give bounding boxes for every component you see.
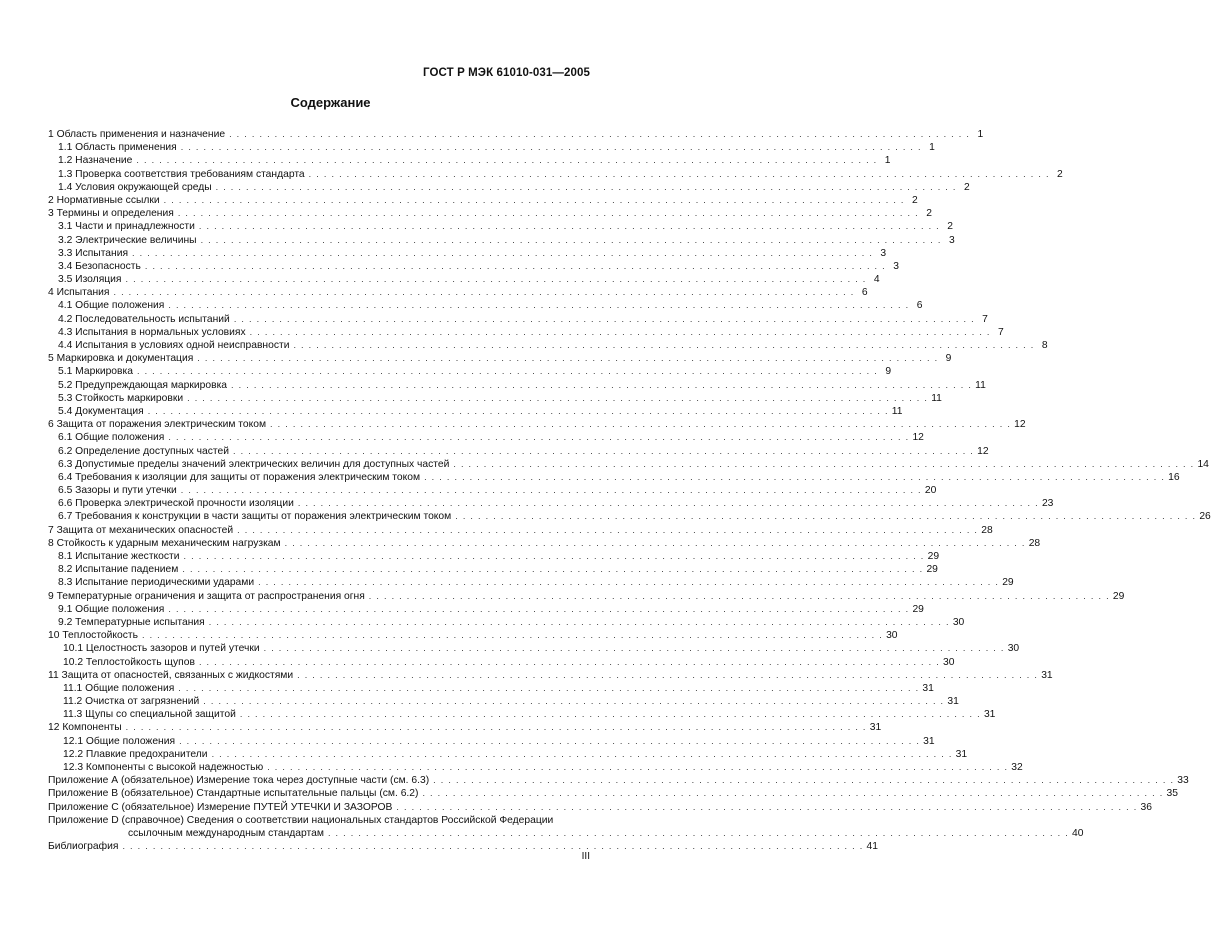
toc-entry-title: Библиография (48, 841, 119, 853)
toc-entry-page: 30 (1007, 643, 1020, 655)
toc-leader-dots (233, 524, 981, 537)
toc-leader-dots (293, 669, 1041, 682)
toc-leader-dots (449, 458, 1197, 471)
toc-entry-title: 11 Защита от опасностей, связанных с жидкостями (48, 669, 294, 681)
toc-entry-page: 20 (924, 485, 937, 497)
toc-entry[interactable] (48, 682, 934, 695)
toc-entry[interactable] (48, 326, 1004, 339)
toc-leader-dots (263, 761, 1011, 774)
toc-entry[interactable] (48, 445, 989, 458)
toc-leader-dots (195, 656, 943, 669)
toc-leader-dots (164, 299, 912, 312)
toc-entry[interactable] (48, 642, 1020, 655)
toc-leader-dots (175, 735, 923, 748)
toc-entry-title: 12.2 Плавкие предохранители (63, 748, 208, 760)
toc-entry-page: 1 (929, 142, 935, 154)
toc-entry-title: 4.4 Испытания в условиях одной неисправности (58, 340, 290, 351)
toc-leader-dots (174, 682, 922, 695)
toc-entry-title: 3.1 Части и принадлежности (58, 221, 195, 233)
toc-entry-title: 4.1 Общие положения (58, 300, 165, 312)
toc-entry-page: 3 (880, 247, 887, 259)
toc-entry-title: 3.3 Испытания (58, 247, 129, 259)
toc-entry-title: 1.3 Проверка соответствия требованиям стандарта (58, 168, 305, 180)
toc-entry[interactable] (48, 234, 955, 247)
toc-leader-dots (289, 339, 1037, 352)
toc-entry[interactable] (48, 339, 1048, 352)
toc-entry-page: 3 (948, 234, 955, 246)
toc-leader-dots (429, 774, 1177, 787)
toc-leader-dots (160, 194, 908, 207)
toc-entry-page: 8 (1041, 340, 1048, 351)
toc-entry-title: 3.4 Безопасность (58, 260, 141, 272)
toc-entry[interactable] (48, 273, 880, 286)
toc-leader-dots (208, 748, 956, 761)
toc-leader-dots (199, 695, 947, 708)
toc-entry[interactable] (48, 207, 932, 220)
toc-entry[interactable] (48, 379, 986, 392)
toc-entry-page: 28 (981, 524, 993, 536)
toc-entry[interactable] (48, 365, 892, 378)
toc-entry[interactable] (48, 695, 959, 708)
toc-entry-title: 1.1 Область применения (58, 142, 177, 154)
toc-entry-title: Приложение В (обязательное) Стандартные испытательные пальцы (см. 6.2) (48, 788, 419, 800)
toc-leader-dots (195, 220, 943, 233)
toc-entry-page: 7 (998, 326, 1004, 338)
toc-entry[interactable] (48, 787, 1178, 800)
toc-entry-title: 6.2 Определение доступных частей (58, 445, 229, 457)
toc-leader-dots (254, 576, 1002, 589)
toc-entry-page: 30 (943, 656, 955, 668)
toc-entry[interactable] (48, 299, 923, 312)
standard-code: ГОСТ Р МЭК 61010-031—2005 (423, 67, 590, 79)
toc-entry-page: 3 (893, 260, 899, 272)
toc-entry-page: 23 (1041, 498, 1054, 510)
table-of-contents (48, 128, 1211, 853)
toc-entry-page: 31 (955, 748, 968, 760)
toc-entry-title: 12.3 Компоненты с высокой надежностью (63, 762, 264, 773)
toc-entry-title: 6.7 Требования к конструкции в части защиты от поражения электрическим током (58, 511, 452, 523)
toc-leader-dots (122, 721, 870, 734)
toc-entry[interactable] (48, 286, 868, 299)
toc-entry-page: 9 (885, 366, 892, 378)
toc-entry[interactable] (48, 774, 1189, 787)
toc-entry-title: 5.3 Стойкость маркировки (58, 392, 184, 404)
toc-entry-title: 10 Теплостойкость (48, 630, 138, 642)
toc-leader-dots (178, 563, 926, 576)
toc-entry-title: 8.2 Испытание падением (58, 564, 179, 576)
toc-leader-dots (392, 801, 1140, 814)
toc-entry[interactable] (48, 484, 937, 497)
toc-leader-dots (144, 405, 892, 418)
toc-entry-title: 10.2 Теплостойкость щупов (63, 656, 195, 668)
toc-entry[interactable] (48, 827, 1084, 840)
toc-entry-title: 6.5 Зазоры и пути утечки (58, 485, 177, 497)
toc-entry[interactable] (48, 247, 887, 260)
toc-entry-title: 5 Маркировка и документация (48, 353, 194, 365)
toc-entry-page: 30 (952, 616, 965, 628)
toc-entry[interactable] (48, 168, 1063, 181)
toc-leader-dots (260, 642, 1008, 655)
toc-leader-dots (236, 708, 984, 721)
toc-entry-page: 4 (873, 274, 880, 286)
toc-entry-title: 11.2 Очистка от загрязнений (63, 696, 200, 708)
toc-entry[interactable] (48, 629, 898, 642)
toc-leader-dots (183, 392, 931, 405)
toc-entry-page: 9 (945, 353, 952, 365)
toc-entry-title: 12.1 Общие положения (63, 735, 176, 747)
toc-entry-page: 29 (926, 564, 938, 576)
toc-entry-page: 2 (947, 221, 953, 233)
toc-entry-title: 1.4 Условия окружающей среды (58, 181, 212, 193)
toc-entry-title: 9 Температурные ограничения и защита от распространения огня (48, 590, 365, 602)
toc-leader-dots (177, 484, 925, 497)
toc-entry[interactable] (48, 748, 968, 761)
toc-entry[interactable] (48, 141, 935, 154)
toc-leader-dots (118, 840, 866, 853)
toc-entry[interactable] (48, 497, 1054, 510)
toc-entry[interactable] (48, 194, 918, 207)
toc-leader-dots (418, 787, 1166, 800)
toc-entry-page: 11 (891, 405, 903, 417)
toc-entry-title: 4.2 Последовательность испытаний (58, 313, 230, 325)
toc-leader-dots (225, 128, 973, 141)
toc-leader-dots (164, 603, 912, 616)
toc-entry[interactable] (48, 721, 882, 734)
toc-leader-dots (420, 471, 1168, 484)
toc-entry-page: 31 (923, 735, 935, 747)
page-title: Содержание (290, 95, 371, 110)
toc-entry[interactable] (48, 510, 1211, 523)
toc-leader-dots (305, 168, 1053, 181)
toc-entry[interactable] (48, 735, 935, 748)
toc-leader-dots (229, 445, 977, 458)
toc-entry-page: 29 (1112, 590, 1125, 602)
toc-entry[interactable] (48, 181, 970, 194)
toc-entry[interactable] (48, 669, 1053, 682)
toc-leader-dots (294, 497, 1042, 510)
toc-leader-dots (109, 286, 857, 299)
page-number: III (581, 851, 590, 862)
toc-entry[interactable] (48, 392, 942, 405)
toc-entry-title: 6.3 Допустимые пределы значений электрических величин для доступных частей (58, 458, 450, 470)
toc-entry-page: 29 (1002, 577, 1014, 589)
toc-entry[interactable] (48, 576, 1014, 589)
toc-entry-page: 11 (975, 379, 986, 391)
toc-entry[interactable] (48, 458, 1209, 471)
toc-entry[interactable] (48, 220, 953, 233)
toc-entry-page: 12 (1014, 419, 1026, 431)
toc-entry[interactable] (48, 260, 899, 273)
toc-entry-page: 41 (866, 841, 879, 853)
toc-entry[interactable] (48, 313, 988, 326)
toc-entry-page: 32 (1011, 762, 1023, 773)
toc-leader-dots (266, 418, 1014, 431)
toc-leader-dots (193, 352, 941, 365)
toc-entry-page: 30 (886, 630, 898, 642)
toc-leader-dots (138, 629, 886, 642)
toc-entry[interactable] (48, 603, 924, 616)
toc-leader-dots (281, 537, 1029, 550)
toc-leader-dots (164, 431, 912, 444)
toc-entry-title: 6 Защита от поражения электрическим током (48, 419, 267, 431)
toc-entry-title: 8.1 Испытание жесткости (58, 551, 180, 562)
toc-entry-title: 11.1 Общие положения (63, 682, 175, 694)
toc-leader-dots (197, 234, 945, 247)
toc-entry[interactable] (48, 656, 955, 669)
toc-entry-page: 7 (982, 313, 988, 325)
toc-leader-dots (205, 616, 953, 629)
toc-leader-dots (132, 154, 880, 167)
toc-entry-title: Приложение D (справочное) Сведения о соответствии национальных стандартов Российской Федерации (48, 814, 554, 826)
toc-leader-dots (177, 141, 925, 154)
toc-entry-title: 5.4 Документация (58, 405, 144, 417)
toc-entry[interactable] (48, 431, 924, 444)
toc-entry-page: 1 (977, 129, 984, 140)
toc-entry-page: 31 (983, 709, 996, 721)
toc-entry-page: 2 (963, 181, 970, 193)
toc-entry-page: 2 (1057, 168, 1063, 180)
toc-entry-title: ссылочным международным стандартам (128, 827, 324, 839)
toc-entry-page: 12 (977, 445, 989, 457)
toc-entry-page: 2 (926, 208, 932, 220)
toc-leader-dots (324, 827, 1072, 840)
toc-entry-title: 1 Область применения и назначение (48, 129, 226, 140)
toc-entry[interactable] (48, 563, 938, 576)
toc-entry-page: 36 (1140, 801, 1152, 813)
toc-entry-page: 31 (947, 696, 959, 708)
toc-entry[interactable] (48, 550, 940, 563)
toc-entry[interactable] (48, 590, 1125, 603)
toc-leader-dots (128, 247, 876, 260)
toc-entry-title: 4 Испытания (48, 287, 110, 299)
toc-entry-title: 3.5 Изоляция (58, 274, 122, 286)
toc-entry[interactable] (48, 524, 993, 537)
toc-entry-page: 33 (1177, 775, 1189, 787)
toc-entry[interactable] (48, 352, 952, 365)
toc-entry[interactable] (48, 814, 584, 827)
toc-entry[interactable] (48, 418, 1026, 431)
toc-entry-title: 6.6 Проверка электрической прочности изоляции (58, 498, 294, 510)
toc-entry[interactable] (48, 616, 965, 629)
toc-entry-page: 31 (869, 722, 882, 734)
toc-entry[interactable] (48, 840, 879, 853)
toc-entry-title: Приложение А (обязательное) Измерение тока через доступные части (см. 6.3) (48, 775, 430, 787)
toc-entry-page: 29 (912, 603, 924, 615)
toc-entry[interactable] (48, 801, 1152, 814)
toc-entry-page: 12 (912, 432, 924, 444)
toc-entry-title: 5.1 Маркировка (58, 366, 133, 378)
toc-entry-title: 3 Термины и определения (48, 208, 174, 220)
toc-entry-title: 6.1 Общие положения (58, 432, 165, 444)
toc-entry-title: 7 Защита от механических опасностей (48, 524, 234, 536)
toc-leader-dots (246, 326, 994, 339)
toc-entry-title: Приложение С (обязательное) Измерение ПУТЕЙ УТЕЧКИ И ЗАЗОРОВ (48, 801, 393, 813)
toc-leader-dots (227, 379, 975, 392)
toc-entry-title: 1.2 Назначение (58, 155, 133, 167)
toc-leader-dots (174, 207, 922, 220)
toc-entry[interactable] (48, 405, 903, 418)
toc-entry-title: 2 Нормативные ссылки (48, 194, 160, 206)
toc-entry-page: 6 (916, 300, 923, 312)
toc-entry-page: 14 (1197, 458, 1209, 470)
toc-entry-page: 28 (1028, 537, 1041, 549)
toc-leader-dots (365, 590, 1113, 603)
toc-leader-dots (212, 181, 960, 194)
toc-entry-title: 5.2 Предупреждающая маркировка (58, 379, 228, 391)
toc-entry-title: 8 Стойкость к ударным механическим нагрузкам (48, 537, 281, 549)
toc-leader-dots (180, 550, 928, 563)
toc-entry-page: 40 (1072, 827, 1084, 839)
toc-entry-page: 11 (931, 392, 942, 404)
toc-entry[interactable] (48, 708, 996, 721)
toc-entry[interactable] (48, 154, 891, 167)
toc-entry-page: 31 (922, 682, 934, 694)
toc-entry-page: 35 (1166, 788, 1178, 800)
toc-entry-page: 2 (912, 194, 918, 206)
toc-entry-page: 31 (1041, 669, 1053, 681)
toc-entry-page: 1 (884, 155, 891, 167)
toc-entry-title: 6.4 Требования к изоляции для защиты от поражения электрическим током (58, 471, 421, 483)
toc-entry[interactable] (48, 128, 984, 141)
toc-entry-title: 3.2 Электрические величины (58, 234, 197, 246)
toc-entry[interactable] (48, 761, 1023, 774)
toc-entry-page: 26 (1199, 511, 1211, 523)
toc-entry-title: 9.1 Общие положения (58, 603, 165, 615)
toc-leader-dots (141, 260, 889, 273)
toc-entry-title: 12 Компоненты (48, 722, 122, 734)
toc-entry-title: 10.1 Целостность зазоров и путей утечки (63, 643, 260, 655)
toc-entry-page: 6 (861, 287, 868, 299)
toc-leader-dots (451, 510, 1199, 523)
toc-entry-title: 8.3 Испытание периодическими ударами (58, 577, 255, 589)
toc-entry[interactable] (48, 471, 1180, 484)
toc-entry-title: 9.2 Температурные испытания (58, 616, 205, 628)
toc-entry-title: 4.3 Испытания в нормальных условиях (58, 326, 246, 338)
toc-entry-title: 11.3 Щупы со специальной защитой (63, 709, 236, 721)
toc-entry-page: 16 (1168, 471, 1180, 483)
toc-leader-dots (122, 273, 870, 286)
toc-entry-page: 29 (927, 551, 940, 562)
toc-entry[interactable] (48, 537, 1041, 550)
toc-leader-dots (230, 313, 978, 326)
toc-leader-dots (133, 365, 881, 378)
